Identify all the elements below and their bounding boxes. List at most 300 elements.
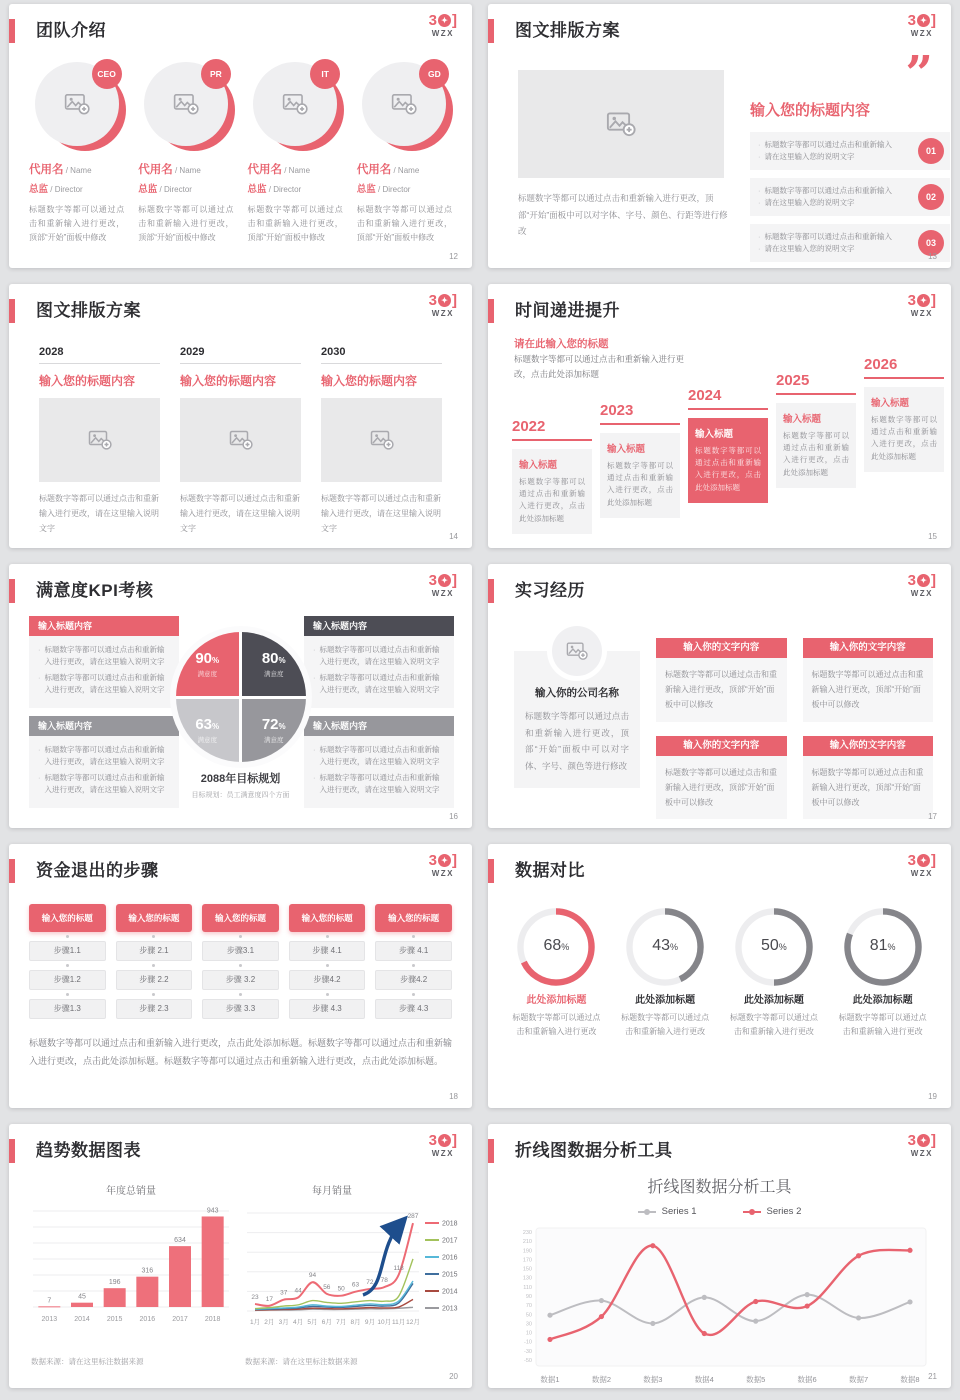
kpi-panel-top-right (304, 616, 454, 708)
card-body: 标题数字等都可以通过点击和重新输入进行更改，顶部“开始”面板中可以修改 (656, 658, 787, 722)
text-card (656, 638, 787, 722)
column-header: 输入您的标题 (29, 904, 106, 932)
slide-title: 满意度KPI考核 (36, 581, 154, 600)
page-number: 12 (449, 252, 458, 261)
step-column (289, 904, 366, 1019)
image-placeholder-icon (229, 428, 253, 452)
svg-text:170: 170 (522, 1257, 532, 1264)
panel-bullet: · 标题数字等都可以通过点击和重新输入进行更改，请在这里输入说明文字 (38, 672, 170, 696)
image-placeholder (321, 398, 442, 482)
page-number: 13 (928, 252, 937, 261)
donut-item: 43% 此处添加标题 标题数字等都可以通过点击和重新输入进行更改 (621, 906, 710, 1040)
title-accent-bar (488, 299, 494, 323)
quadrant: 90% 满意度 (176, 632, 240, 696)
timeline-item-highlighted (688, 387, 768, 504)
svg-text:150: 150 (522, 1266, 532, 1273)
donut-body: 标题数字等都可以通过点击和重新输入进行更改 (838, 1013, 927, 1037)
quadrant-pct: 72 (261, 716, 279, 734)
svg-text:2013: 2013 (41, 1316, 58, 1323)
image-placeholder-icon (88, 428, 112, 452)
legend-swatch (638, 1211, 656, 1213)
slide-title: 实习经历 (515, 581, 585, 600)
quadrant: 63% 满意度 (176, 699, 240, 763)
kpi-panel-top-left (29, 616, 179, 708)
step-column (202, 904, 279, 1019)
step: 步骤 2.1 (116, 941, 193, 961)
intro-body: 标题数字等都可以通过点击和重新输入进行更改，点击此处添加标题 (514, 354, 685, 379)
column-header: 输入您的标题 (375, 904, 452, 932)
goal-subtitle: 目标规划：员工满意度四个方面 (191, 792, 290, 799)
title-accent-bar (488, 859, 494, 883)
brand-logo: 3 ✦ ] WZX (907, 572, 936, 598)
slide-title: 资金退出的步骤 (36, 861, 159, 880)
step: 步骤1.2 (29, 970, 106, 990)
brand-logo: 3 ✦ ] WZX (907, 12, 936, 38)
team-member: PR 代用名 / Name 总监 / Director 标题数字等都可以通过点击和重新输入进行更改，顶部“开始”面板中修改 (138, 62, 233, 245)
page-number: 21 (928, 1372, 937, 1381)
slide-title: 图文排版方案 (515, 21, 620, 40)
logo-star-icon: ✦ (917, 14, 930, 27)
quadrant-label: 满意度 (264, 670, 284, 678)
quote-icon: ” (905, 46, 933, 102)
svg-text:数据2: 数据2 (591, 1375, 612, 1384)
panel-bullet: · 标题数字等都可以通过点击和重新输入进行更改，请在这里输入说明文字 (313, 772, 445, 796)
donut-item: 68% 此处添加标题 标题数字等都可以通过点击和重新输入进行更改 (512, 906, 601, 1040)
slide-13-image-text-layout[interactable] (488, 4, 951, 268)
card-header: 输入你的文字内容 (656, 736, 787, 756)
image-placeholder-icon (606, 109, 636, 139)
role-badge: GD (419, 59, 449, 89)
brand-logo (429, 13, 457, 38)
card-title: 输入标题 (695, 428, 734, 440)
step: 步骤 4.3 (289, 999, 366, 1019)
svg-text:-50: -50 (524, 1358, 532, 1364)
svg-text:8月: 8月 (350, 1319, 361, 1326)
column-header: 输入您的标题 (202, 904, 279, 932)
svg-text:118: 118 (393, 1264, 404, 1272)
brand-logo: 3 ✦ ] WZX (907, 1132, 936, 1158)
svg-text:943: 943 (206, 1207, 219, 1215)
panel-bullet: · 标题数字等都可以通过点击和重新输入进行更改，请在这里输入说明文字 (313, 672, 445, 696)
list-line: · 标题数字等都可以通过点击和重新输入 (758, 139, 916, 151)
text-card (803, 736, 934, 820)
column-desc: 标题数字等都可以通过点击和重新输入进行更改，请在这里输入说明文字 (39, 494, 159, 534)
logo-star-icon: ✦ (438, 574, 451, 587)
donut-title: 此处添加标题 (635, 995, 696, 1006)
list-line: · 标题数字等都可以通过点击和重新输入 (758, 231, 916, 243)
logo-star-icon: ✦ (438, 14, 451, 27)
step: 步骤4.2 (375, 970, 452, 990)
logo-star-icon: ✦ (438, 854, 451, 867)
card-header: 输入你的文字内容 (656, 638, 787, 658)
svg-text:78: 78 (380, 1277, 388, 1285)
svg-text:17: 17 (265, 1295, 273, 1303)
donut-title: 此处添加标题 (526, 995, 587, 1006)
image-placeholder-icon (64, 91, 90, 117)
title-accent-bar (9, 859, 15, 883)
role-badge: IT (310, 59, 340, 89)
member-desc: 标题数字等都可以通过点击和重新输入进行更改，顶部“开始”面板中修改 (138, 205, 234, 242)
data-source-note: 数据来源：请在这里标注数据来源 (31, 1357, 144, 1366)
panel-header: 输入标题内容 (29, 616, 179, 636)
timeline-year: 2022 (512, 417, 546, 435)
analysis-line-chart (506, 1224, 930, 1388)
quadrant-pct: 80 (261, 649, 279, 667)
column-desc: 标题数字等都可以通过点击和重新输入进行更改，请在这里输入说明文字 (321, 494, 441, 534)
card-header: 输入你的文字内容 (803, 736, 934, 756)
page-number: 20 (449, 1372, 458, 1381)
panel-header: 输入标题内容 (304, 716, 454, 736)
title-accent-bar (488, 19, 494, 43)
year-column (39, 346, 160, 537)
timeline-year: 2025 (776, 371, 810, 389)
year-column (321, 346, 442, 537)
svg-text:2013: 2013 (442, 1305, 458, 1313)
svg-text:2016: 2016 (442, 1254, 458, 1262)
svg-text:94: 94 (308, 1272, 317, 1280)
slide-15-timeline[interactable] (488, 284, 951, 548)
image-placeholder-icon (566, 640, 588, 662)
logo-star-icon: ✦ (917, 1134, 930, 1147)
logo-wordmark: WZX (431, 29, 454, 38)
svg-text:2015: 2015 (442, 1271, 458, 1279)
quadrant-label: 满意度 (197, 737, 217, 745)
number-badge: 03 (918, 230, 944, 256)
list-line: · 标题数字等都可以通过点击和重新输入 (758, 185, 916, 197)
card-body: 标题数字等都可以通过点击和重新输入进行更改，点击此处添加标题 (519, 476, 585, 523)
title-accent-bar (9, 1139, 15, 1163)
svg-text:数据5: 数据5 (746, 1375, 766, 1384)
member-role: 总监 (29, 184, 49, 195)
svg-text:23: 23 (251, 1293, 259, 1301)
monthly-line-chart (245, 1197, 471, 1344)
title-accent-bar (488, 579, 494, 603)
svg-text:72: 72 (366, 1278, 374, 1286)
svg-text:2月: 2月 (264, 1319, 275, 1326)
slide-title: 数据对比 (515, 861, 585, 880)
data-source-note: 数据来源：请在这里标注数据来源 (245, 1357, 358, 1366)
title-accent-bar (9, 19, 15, 43)
page-number: 18 (449, 1092, 458, 1101)
svg-text:2018: 2018 (204, 1316, 221, 1323)
title-accent-bar (488, 1139, 494, 1163)
legend-swatch (743, 1211, 761, 1213)
body-paragraph: 标题数字等都可以通过点击和重新输入进行更改，点击此处添加标题。标题数字等都可以通过点击和重新输入进行更改，点击此处添加标题。标题数字等都可以通过点击和重新输入进行更改，点击此处添加标题。 (29, 1038, 453, 1066)
team-members (29, 62, 452, 245)
card-body: 标题数字等都可以通过点击和重新输入进行更改，顶部“开始”面板中可以修改 (803, 658, 934, 722)
year-label: 2029 (180, 346, 301, 364)
slide-14-image-text-layout[interactable] (9, 284, 472, 548)
svg-text:5月: 5月 (307, 1319, 318, 1326)
card-body: 标题数字等都可以通过点击和重新输入进行更改，顶部“开始”面板中可以修改 (656, 756, 787, 820)
team-member (29, 62, 124, 245)
svg-text:634: 634 (174, 1237, 186, 1245)
svg-text:210: 210 (522, 1239, 532, 1246)
role-badge: CEO (92, 59, 122, 89)
svg-text:11月: 11月 (392, 1319, 406, 1326)
svg-text:数据4: 数据4 (694, 1375, 714, 1384)
step: 步骤 2.2 (116, 970, 193, 990)
card-title: 输入标题 (519, 459, 558, 471)
logo-star-icon: ✦ (438, 1134, 451, 1147)
svg-text:12月: 12月 (406, 1319, 420, 1326)
image-placeholder (180, 398, 301, 482)
donut-title: 此处添加标题 (743, 995, 804, 1006)
donut-item: 50% 此处添加标题 标题数字等都可以通过点击和重新输入进行更改 (730, 906, 819, 1040)
role-badge: PR (201, 59, 231, 89)
donut-title: 此处添加标题 (852, 995, 913, 1006)
card-body: 标题数字等都可以通过点击和重新输入进行更改，点击此处添加标题 (607, 460, 673, 507)
intro-heading: 请在此输入您的标题 (514, 338, 609, 350)
avatar (35, 62, 119, 146)
page-number: 14 (449, 532, 458, 541)
step: 步骤1.1 (29, 941, 106, 961)
svg-text:数据6: 数据6 (797, 1375, 817, 1384)
timeline-divider (512, 439, 592, 441)
step: 步骤 3.3 (202, 999, 279, 1019)
timeline-item (776, 372, 856, 489)
logo-star-icon: ✦ (917, 294, 930, 307)
quadrant: 80% 满意度 (242, 632, 306, 696)
page-number: 16 (449, 812, 458, 821)
chart-legend (488, 1206, 951, 1217)
year-column (180, 346, 301, 537)
panel-header: 输入标题内容 (29, 716, 179, 736)
brand-logo: 3 ✦ ] WZX (428, 852, 457, 878)
member-role-en: / Director (50, 185, 83, 194)
year-label: 2030 (321, 346, 442, 364)
svg-text:6月: 6月 (321, 1319, 332, 1326)
list-item (750, 224, 950, 262)
svg-text:10: 10 (525, 1330, 532, 1337)
svg-text:316: 316 (141, 1267, 154, 1275)
image-placeholder-icon (173, 91, 199, 117)
step: 步骤 4.3 (375, 999, 452, 1019)
column-header: 输入您的标题 (289, 904, 366, 932)
panel-bullet: · 标题数字等都可以通过点击和重新输入进行更改，请在这里输入说明文字 (313, 744, 445, 768)
card-body: 标题数字等都可以通过点击和重新输入进行更改，点击此处添加标题 (871, 414, 937, 461)
svg-text:287: 287 (407, 1213, 419, 1221)
timeline-year: 2024 (688, 386, 722, 404)
member-desc: 标题数字等都可以通过点击和重新输入进行更改，顶部“开始”面板中修改 (356, 205, 452, 242)
svg-text:30: 30 (525, 1321, 532, 1328)
slide-title: 图文排版方案 (36, 301, 141, 320)
member-name: 代用名 (138, 164, 173, 176)
timeline-year: 2023 (600, 401, 634, 419)
card-body: 标题数字等都可以通过点击和重新输入进行更改，点击此处添加标题 (695, 445, 761, 492)
svg-text:37: 37 (280, 1289, 288, 1297)
year-label: 2028 (39, 346, 160, 364)
step: 步骤 2.3 (116, 999, 193, 1019)
number-badge: 01 (918, 138, 944, 164)
slide-title: 趋势数据图表 (36, 1141, 141, 1160)
member-role: 总监 (247, 184, 267, 195)
svg-text:196: 196 (108, 1279, 121, 1287)
svg-text:-10: -10 (524, 1339, 532, 1346)
svg-text:数据3: 数据3 (643, 1375, 663, 1384)
brand-logo: 3 ✦ ] WZX (907, 292, 936, 318)
svg-text:50: 50 (525, 1312, 532, 1319)
slide-19-data-compare[interactable] (488, 844, 951, 1108)
quadrant-pct: 63 (195, 716, 213, 734)
svg-text:1月: 1月 (249, 1319, 261, 1326)
text-cards (656, 638, 933, 819)
card-title: 输入标题 (783, 413, 822, 425)
title-accent-bar (9, 579, 15, 603)
svg-text:7月: 7月 (336, 1319, 347, 1326)
svg-text:7: 7 (47, 1297, 52, 1305)
member-role: 总监 (138, 184, 158, 195)
section-heading: 输入您的标题内容 (750, 102, 871, 119)
panel-bullet: · 标题数字等都可以通过点击和重新输入进行更改，请在这里输入说明文字 (313, 644, 445, 668)
svg-text:10月: 10月 (377, 1319, 392, 1326)
svg-text:63: 63 (351, 1281, 360, 1289)
slide-18-steps[interactable] (9, 844, 472, 1108)
step-column (29, 904, 106, 1019)
timeline-item (600, 402, 680, 519)
avatar (362, 62, 446, 146)
slide-20-trend-charts[interactable] (9, 1124, 472, 1388)
image-placeholder (518, 70, 724, 178)
member-name: 代用名 (29, 164, 64, 176)
slide-title: 折线图数据分析工具 (515, 1141, 673, 1160)
avatar (144, 62, 228, 146)
annual-bar-chart (31, 1197, 231, 1334)
svg-text:4月: 4月 (293, 1319, 304, 1326)
svg-text:数据7: 数据7 (848, 1375, 869, 1384)
step-column (116, 904, 193, 1019)
svg-text:230: 230 (522, 1230, 532, 1236)
donut-body: 标题数字等都可以通过点击和重新输入进行更改 (621, 1013, 710, 1037)
svg-text:2014: 2014 (74, 1316, 90, 1323)
step: 步骤 4.1 (289, 941, 366, 961)
image-placeholder-icon (391, 91, 417, 117)
list-line: · 请在这里输入您的说明文字 (758, 197, 916, 209)
text-card (803, 638, 934, 722)
quadrant: 72% 满意度 (242, 699, 306, 763)
list-line: · 请在这里输入您的说明文字 (758, 243, 916, 255)
step: 步骤1.3 (29, 999, 106, 1019)
member-name: 代用名 (247, 164, 282, 176)
logo-star-icon: ✦ (917, 854, 930, 867)
list-line: · 请在这里输入您的说明文字 (758, 151, 916, 163)
svg-text:45: 45 (78, 1293, 86, 1301)
svg-text:2017: 2017 (442, 1237, 458, 1245)
step: 步骤4.2 (289, 970, 366, 990)
member-name-en: / Name (65, 166, 92, 175)
step-columns (29, 904, 452, 1019)
page-number: 15 (928, 532, 937, 541)
svg-text:110: 110 (523, 1284, 532, 1291)
timeline-year: 2026 (864, 355, 898, 373)
bar-chart-title: 年度总销量 (106, 1186, 156, 1197)
team-member: GD 代用名 / Name 总监 / Director 标题数字等都可以通过点击和重新输入进行更改，顶部“开始”面板中修改 (357, 62, 452, 245)
avatar-placeholder (552, 626, 602, 676)
card-body: 标题数字等都可以通过点击和重新输入进行更改，顶部“开始”面板中可以修改 (803, 756, 934, 820)
slide-21-line-analysis[interactable] (488, 1124, 951, 1388)
company-desc: 标题数字等都可以通过点击和重新输入进行更改，顶部“开始”面板中可以对字体、字号、颜色等进行修改 (525, 711, 629, 771)
quadrant-pct: 90 (195, 649, 213, 667)
chart-heading: 折线图数据分析工具 (647, 1179, 792, 1196)
logo-star-icon: ✦ (438, 294, 451, 307)
svg-text:190: 190 (522, 1248, 532, 1255)
svg-text:9月: 9月 (364, 1319, 375, 1326)
card-title: 输入标题 (871, 397, 910, 409)
member-name: 代用名 (356, 164, 392, 176)
svg-text:数据1: 数据1 (540, 1375, 560, 1384)
title-accent-bar (9, 299, 15, 323)
kpi-quadrant-chart (176, 632, 306, 762)
card-title: 输入标题 (607, 443, 646, 455)
brand-logo: 3 ✦ ] WZX (428, 572, 457, 598)
line-chart-title: 每月销量 (312, 1186, 352, 1197)
timeline-item (512, 418, 592, 535)
svg-text:2015: 2015 (106, 1316, 123, 1323)
member-desc: 标题数字等都可以通过点击和重新输入进行更改，顶部“开始”面板中修改 (247, 205, 343, 242)
step: 步骤 4.1 (375, 941, 452, 961)
column-desc: 标题数字等都可以通过点击和重新输入进行更改，请在这里输入说明文字 (180, 494, 300, 534)
column-heading: 输入您的标题内容 (180, 374, 277, 388)
goal-title: 2088年目标规划 (200, 773, 281, 785)
list-item (750, 178, 950, 216)
svg-text:44: 44 (294, 1287, 302, 1295)
brand-logo: 3 ✦ ] WZX (428, 292, 457, 318)
donut-pct: 81 (869, 937, 888, 954)
logo-bracket: ] (452, 12, 457, 29)
quadrant-label: 满意度 (197, 670, 217, 678)
logo-digit: 3 (428, 12, 437, 29)
step-column (375, 904, 452, 1019)
step: 步骤 3.2 (202, 970, 279, 990)
svg-text:2017: 2017 (172, 1316, 188, 1323)
column-header: 输入您的标题 (116, 904, 193, 932)
slide-title: 时间递进提升 (515, 301, 620, 320)
logo-star-icon: ✦ (917, 574, 930, 587)
avatar (253, 62, 337, 146)
column-heading: 输入您的标题内容 (321, 374, 418, 388)
image-placeholder (39, 398, 160, 482)
slide-17-internship[interactable] (488, 564, 951, 828)
panel-header: 输入标题内容 (304, 616, 454, 636)
legend-item: Series 1 (638, 1206, 697, 1217)
svg-text:56: 56 (323, 1283, 331, 1291)
timeline-item (864, 356, 944, 473)
donut-pct: 68 (543, 937, 562, 954)
step: 步骤3.1 (202, 941, 279, 961)
donut-body: 标题数字等都可以通过点击和重新输入进行更改 (512, 1013, 601, 1037)
text-card (656, 736, 787, 820)
donut-pct: 50 (760, 937, 779, 954)
svg-text:-30: -30 (524, 1348, 532, 1355)
team-member: IT 代用名 / Name 总监 / Director 标题数字等都可以通过点击和重新输入进行更改，顶部“开始”面板中修改 (248, 62, 343, 245)
company-card (514, 626, 640, 788)
card-body: 标题数字等都可以通过点击和重新输入进行更改，点击此处添加标题 (783, 430, 849, 477)
svg-text:50: 50 (337, 1285, 345, 1293)
svg-text:90: 90 (525, 1294, 532, 1300)
legend-item: Series 2 (743, 1206, 802, 1217)
svg-text:2016: 2016 (139, 1316, 156, 1323)
image-placeholder-icon (370, 428, 394, 452)
year-columns (39, 346, 442, 537)
slide-12-team-intro[interactable] (9, 4, 472, 268)
page-number: 17 (928, 812, 937, 821)
svg-text:2018: 2018 (442, 1220, 458, 1228)
slide-16-kpi[interactable] (9, 564, 472, 828)
image-placeholder-icon (282, 91, 308, 117)
member-role: 总监 (356, 184, 376, 195)
donut-row (512, 906, 927, 1040)
page-number: 19 (928, 1092, 937, 1101)
